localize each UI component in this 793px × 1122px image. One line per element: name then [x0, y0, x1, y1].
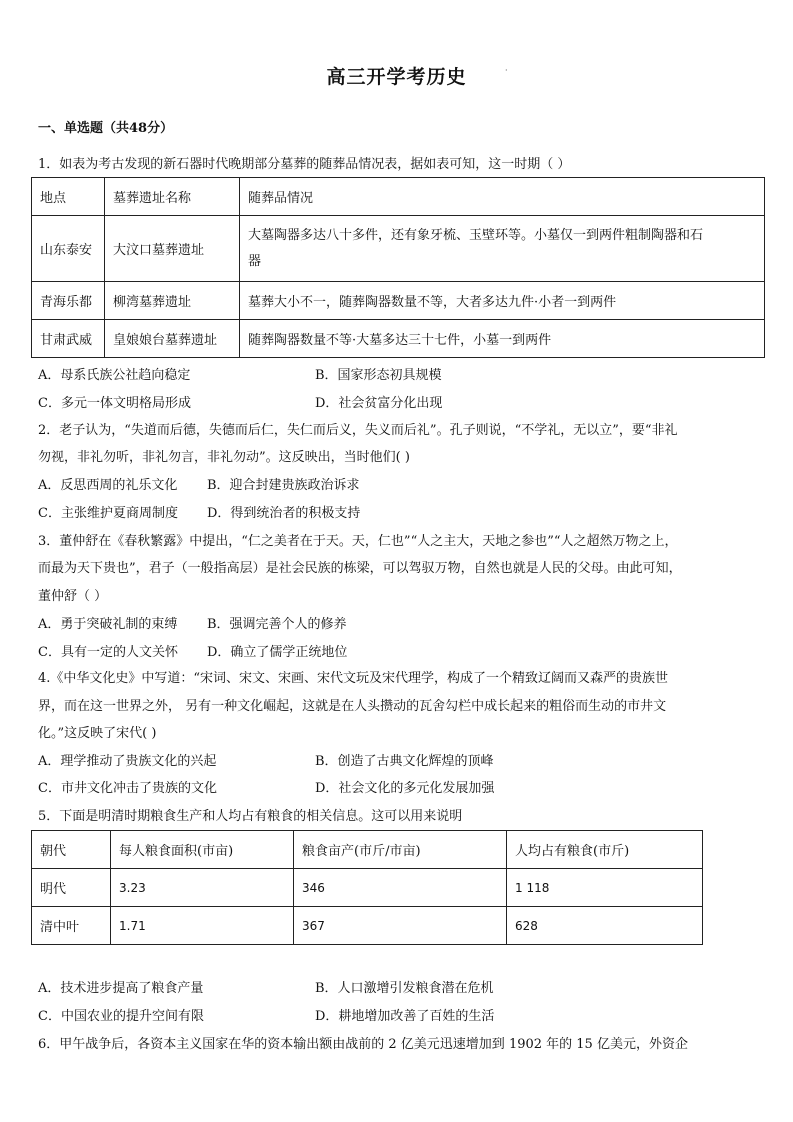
table-cell: 山东泰安 [32, 216, 105, 282]
q4-stem-line-1: 4.《中华文化史》中写道：“宋词、宋文、宋画、宋代文玩及宋代理学，构成了一个精致辽阔而又森严的贵族世 [38, 671, 669, 686]
q3-option-d[interactable]: D．确立了儒学正统地位 [207, 645, 348, 660]
table-cell-line: 大墓陶器多达八十多件，还有象牙梳、玉壁环等。小墓仅一到两件粗制陶器和石 [248, 227, 704, 243]
q2-stem-line-1: 2．老子认为，“失道而后德，失德而后仁，失仁而后义，失义而后礼”。孔子则说，“不学礼，无以立”，要“非礼 [38, 423, 678, 438]
q5-option-b[interactable]: B．人口激增引发粮食潜在危机 [315, 981, 494, 996]
q4-option-c[interactable]: C．市井文化冲击了贵族的文化 [38, 781, 217, 796]
table-cell-line: 器 [248, 253, 262, 269]
q1-option-b[interactable]: B．国家形态初具规模 [315, 368, 442, 383]
table-header-cell: 朝代 [32, 831, 111, 869]
table-cell: 3.23 [111, 869, 294, 907]
table-cell: 清中叶 [32, 907, 111, 945]
table-header-cell: 人均占有粮食(市斤) [507, 831, 703, 869]
table-cell: 346 [294, 869, 507, 907]
decorative-dot: · [505, 66, 508, 75]
q4-option-b[interactable]: B．创造了古典文化辉煌的顶峰 [315, 754, 494, 769]
table-cell [240, 216, 765, 282]
table-cell: 1.71 [111, 907, 294, 945]
table-cell: 1 118 [507, 869, 703, 907]
q2-option-b[interactable]: B．迎合封建贵族政治诉求 [207, 478, 360, 493]
q1-option-d[interactable]: D．社会贫富分化出现 [315, 396, 443, 411]
table-row [32, 178, 765, 216]
q2-option-a[interactable]: A．反思西周的礼乐文化 [38, 478, 178, 493]
table-cell: 柳湾墓葬遗址 [105, 282, 240, 320]
table-cell: 367 [294, 907, 507, 945]
table-row [32, 869, 703, 907]
table-header-cell: 每人粮食面积(市亩) [111, 831, 294, 869]
q4-option-d[interactable]: D．社会文化的多元化发展加强 [315, 781, 495, 796]
q3-stem-line-1: 3．董仲舒在《春秋繁露》中提出，“仁之美者在于天。天，仁也”“人之主大，天地之参也”“人之超然万物之上， [38, 534, 678, 549]
page-title: 高三开学考历史 [326, 66, 467, 88]
q3-option-c[interactable]: C．具有一定的人文关怀 [38, 645, 178, 660]
q5-option-c[interactable]: C．中国农业的提升空间有限 [38, 1009, 204, 1024]
table-cell: 墓葬大小不一，随葬陶器数量不等，大者多达九件·小者一到两件 [240, 282, 765, 320]
table-cell: 青海乐都 [32, 282, 105, 320]
q3-option-b[interactable]: B．强调完善个人的修养 [207, 617, 347, 632]
q5-stem: 5．下面是明清时期粮食生产和人均占有粮食的相关信息。这可以用来说明 [38, 809, 463, 824]
q3-stem-line-3: 董仲舒（ ） [38, 589, 108, 604]
table-cell: 628 [507, 907, 703, 945]
q4-stem-line-3: 化。”这反映了宋代( ) [38, 726, 157, 741]
table-cell: 随葬陶器数量不等·大墓多达三十七件，小墓一到两件 [240, 320, 765, 358]
table-header-cell: 地点 [32, 178, 105, 216]
table-cell: 皇娘娘台墓葬遗址 [105, 320, 240, 358]
q1-stem: 1．如表为考古发现的新石器时代晚期部分墓葬的随葬品情况表，据如表可知，这一时期（ ） [38, 157, 571, 172]
q4-stem-line-2: 界，而在这一世界之外， 另有一种文化崛起，这就是在人头攒动的瓦舍勾栏中成长起来的粗俗而生动的市井文 [38, 699, 667, 714]
table-row [32, 320, 765, 358]
q3-stem-line-2: 而最为天下贵也”，君子（一般指高层）是社会民族的栋梁，可以驾驭万物，自然也就是人民的父母。由此可知， [38, 561, 682, 576]
table-header-cell: 粮食亩产(市斤/市亩) [294, 831, 507, 869]
q5-option-a[interactable]: A．技术进步提高了粮食产量 [38, 981, 204, 996]
q5-option-d[interactable]: D．耕地增加改善了百姓的生活 [315, 1009, 495, 1024]
q1-option-a[interactable]: A．母系氏族公社趋向稳定 [38, 368, 191, 383]
q1-table [31, 177, 765, 358]
q3-option-a[interactable]: A．勇于突破礼制的束缚 [38, 617, 178, 632]
table-cell: 大汶口墓葬遗址 [105, 216, 240, 282]
q6-stem-line-1: 6．甲午战争后，各资本主义国家在华的资本输出额由战前的 2 亿美元迅速增加到 1902 年的 15 亿美元，外资企 [38, 1037, 688, 1052]
q2-option-d[interactable]: D．得到统治者的积极支持 [207, 506, 361, 521]
table-row [32, 831, 703, 869]
table-row [32, 282, 765, 320]
table-row [32, 907, 703, 945]
q2-stem-line-2: 勿视，非礼勿听，非礼勿言，非礼勿动”。这反映出，当时他们( ) [38, 450, 410, 465]
table-header-cell: 随葬品情况 [240, 178, 765, 216]
table-header-cell: 墓葬遗址名称 [105, 178, 240, 216]
table-cell: 甘肃武威 [32, 320, 105, 358]
q1-option-c[interactable]: C．多元一体文明格局形成 [38, 396, 191, 411]
q4-option-a[interactable]: A．理学推动了贵族文化的兴起 [38, 754, 217, 769]
section-heading: 一、单选题（共48分） [38, 121, 174, 136]
q2-option-c[interactable]: C．主张维护夏商周制度 [38, 506, 178, 521]
table-cell: 明代 [32, 869, 111, 907]
table-row [32, 216, 765, 282]
q5-table [31, 830, 703, 945]
